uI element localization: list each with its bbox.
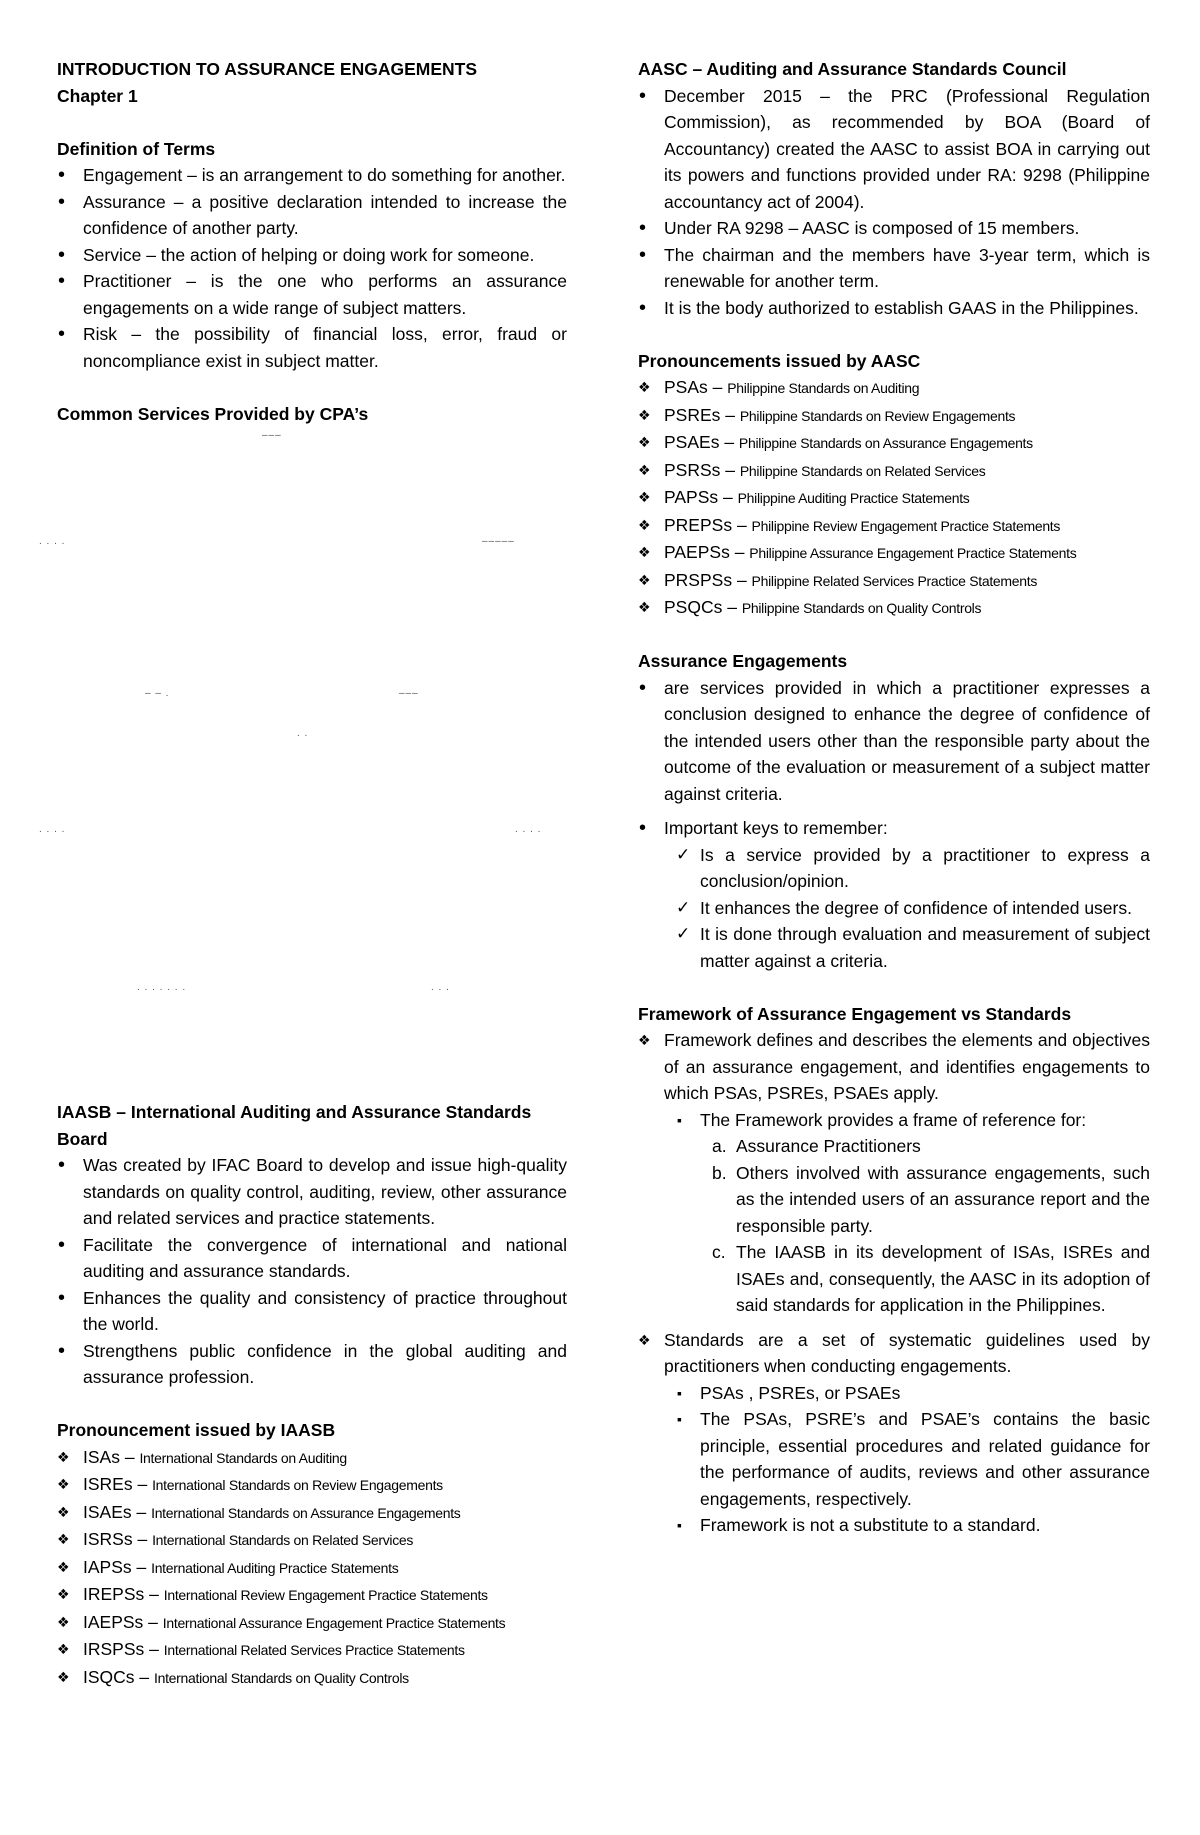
aasc-heading: AASC – Auditing and Assurance Standards Council	[638, 59, 1067, 79]
aasc-point: • The chairman and the members have 3-year term, which is renewable for another term.	[638, 242, 1150, 295]
aasc-pronouncements-heading: Pronouncements issued by AASC	[638, 350, 921, 371]
standards-list	[638, 1327, 1150, 1380]
definition-item: • Engagement – is an arrangement to do something for another.	[57, 162, 567, 189]
iaasb-points-list	[57, 1152, 567, 1391]
reference-item: a. Assurance Practitioners	[712, 1136, 921, 1156]
iaasb-pronouncements-heading: Pronouncement issued by IAASB	[57, 1420, 336, 1440]
ae-key-item: ✓ It is done through evaluation and measurement of subject matter against a criteria.	[638, 921, 1150, 974]
standards-sub-item: ▪ The PSAs, PSRE’s and PSAE’s contains the basic principle, essential procedures and related guidance for the performance of audits, reviews and other assurance engagements, respectively.	[638, 1406, 1150, 1512]
assurance-engagements-list	[638, 675, 1150, 842]
faint-mark: – – .	[145, 688, 170, 699]
pronouncement-item: ❖ PREPSs – Philippine Review Engagement Practice Statements	[638, 512, 1150, 540]
reference-item: c. The IAASB in its development of ISAs, ISREs and ISAEs and, consequently, the AASC in its adoption of said standards for application in the Philippines.	[712, 1242, 1150, 1315]
iaasb-point: • Strengthens public confidence in the global auditing and assurance profession.	[57, 1338, 567, 1391]
iaasb-heading: IAASB – International Auditing and Assurance Standards Board	[57, 1102, 532, 1149]
pronouncement-item: ❖ ISAEs – International Standards on Assurance Engagements	[57, 1499, 567, 1527]
iaasb-point: • Enhances the quality and consistency of practice throughout the world.	[57, 1285, 567, 1338]
services-diagram-area	[39, 427, 567, 1099]
standards-sub-item: ▪ Framework is not a substitute to a standard.	[638, 1512, 1150, 1539]
faint-mark: . .	[297, 728, 309, 739]
framework-sub-list	[638, 1107, 1150, 1134]
pronouncement-item: ❖ ISQCs – International Standards on Quality Controls	[57, 1664, 567, 1692]
chapter-label: Chapter 1	[57, 85, 138, 106]
standards-sub-item: ▪ PSAs , PSREs, or PSAEs	[638, 1380, 1150, 1407]
faint-mark: . . . .	[39, 536, 66, 547]
reference-item: b. Others involved with assurance engagements, such as the intended users of an assurance report and the responsible party.	[712, 1162, 1150, 1236]
pronouncement-item: ❖ IREPSs – International Review Engagement Practice Statements	[57, 1581, 567, 1609]
standards-sub-list	[638, 1380, 1150, 1539]
pronouncement-item: ❖ PAEPSs – Philippine Assurance Engagement Practice Statements	[638, 539, 1150, 567]
pronouncement-item: ❖ PSAs – Philippine Standards on Auditing	[638, 374, 1150, 402]
ae-key-item: ✓ It enhances the degree of confidence of intended users.	[638, 895, 1150, 922]
document-title: INTRODUCTION TO ASSURANCE ENGAGEMENTS	[57, 59, 478, 79]
framework-list	[638, 1027, 1150, 1107]
right-column	[638, 56, 1150, 1539]
faint-mark: . . .	[431, 982, 450, 993]
definition-item: • Risk – the possibility of financial loss, error, fraud or noncompliance exist in subject matter.	[57, 321, 567, 374]
iaasb-point: • Facilitate the convergence of international and national auditing and assurance standards.	[57, 1232, 567, 1285]
definition-item: • Service – the action of helping or doing work for someone.	[57, 242, 567, 269]
faint-mark: –––	[399, 688, 419, 699]
definition-item: • Practitioner – is the one who performs an assurance engagements on a wide range of subject matters.	[57, 268, 567, 321]
definition-item: • Assurance – a positive declaration intended to increase the confidence of another party.	[57, 189, 567, 242]
faint-mark: . . . .	[515, 824, 542, 835]
iaasb-point: • Was created by IFAC Board to develop and issue high-quality standards on quality control, auditing, review, other assurance and related services and practice statements.	[57, 1152, 567, 1232]
left-column	[39, 56, 567, 1691]
pronouncement-item: ❖ PAPSs – Philippine Auditing Practice Statements	[638, 484, 1150, 512]
framework-reference-list	[638, 1133, 1150, 1319]
faint-mark: –––––	[482, 536, 515, 547]
faint-mark: . . . .	[39, 824, 66, 835]
pronouncement-item: ❖ IAEPSs – International Assurance Engagement Practice Statements	[57, 1609, 567, 1637]
faint-mark: –––	[262, 430, 282, 441]
framework-sub-item: ▪ The Framework provides a frame of reference for:	[638, 1107, 1150, 1134]
pronouncement-item: ❖ ISRSs – International Standards on Related Services	[57, 1526, 567, 1554]
framework-heading: Framework of Assurance Engagement vs Standards	[638, 1003, 1072, 1024]
pronouncement-item: ❖ ISREs – International Standards on Review Engagements	[57, 1471, 567, 1499]
pronouncement-item: ❖ PRSPSs – Philippine Related Services Practice Statements	[638, 567, 1150, 595]
pronouncement-item: ❖ ISAs – International Standards on Auditing	[57, 1444, 567, 1472]
pronouncement-item: ❖ IRSPSs – International Related Services Practice Statements	[57, 1636, 567, 1664]
ae-keys-list	[638, 842, 1150, 975]
pronouncement-item: ❖ PSQCs – Philippine Standards on Quality Controls	[638, 594, 1150, 622]
framework-point: ❖ Framework defines and describes the elements and objectives of an assurance engagement, and identifies engagements to which PSAs, PSREs, PSAEs apply.	[638, 1027, 1150, 1107]
aasc-point: • It is the body authorized to establish GAAS in the Philippines.	[638, 295, 1150, 322]
services-heading: Common Services Provided by CPA’s	[57, 403, 369, 424]
iaasb-pronouncements-list	[57, 1444, 567, 1692]
pronouncement-item: ❖ PSAEs – Philippine Standards on Assurance Engagements	[638, 429, 1150, 457]
definitions-list	[57, 162, 567, 374]
pronouncement-item: ❖ IAPSs – International Auditing Practice Statements	[57, 1554, 567, 1582]
pronouncement-item: ❖ PSRSs – Philippine Standards on Related Services	[638, 457, 1150, 485]
assurance-engagements-heading: Assurance Engagements	[638, 651, 848, 671]
standards-point: ❖ Standards are a set of systematic guidelines used by practitioners when conducting engagements.	[638, 1327, 1150, 1380]
ae-definition: • are services provided in which a practitioner expresses a conclusion designed to enhance the degree of confidence of the intended users other than the responsible party about the outcome of the evaluation or measurement of a subject matter against criteria.	[638, 675, 1150, 808]
ae-keys-intro: • Important keys to remember:	[638, 815, 1150, 842]
ae-key-item: ✓ Is a service provided by a practitioner to express a conclusion/opinion.	[638, 842, 1150, 895]
aasc-point: • Under RA 9298 – AASC is composed of 15 members.	[638, 215, 1150, 242]
aasc-points-list	[638, 83, 1150, 322]
definitions-heading: Definition of Terms	[57, 138, 216, 159]
aasc-pronouncements-list	[638, 374, 1150, 622]
aasc-point: • December 2015 – the PRC (Professional Regulation Commission), as recommended by BOA (Board of Accountancy) created the AASC to assist BOA in carrying out its powers and functions provided under RA: 9298 (Philippine accountancy act of 2004).	[638, 83, 1150, 216]
faint-mark: . . . . . . .	[137, 982, 187, 993]
pronouncement-item: ❖ PSREs – Philippine Standards on Review Engagements	[638, 402, 1150, 430]
